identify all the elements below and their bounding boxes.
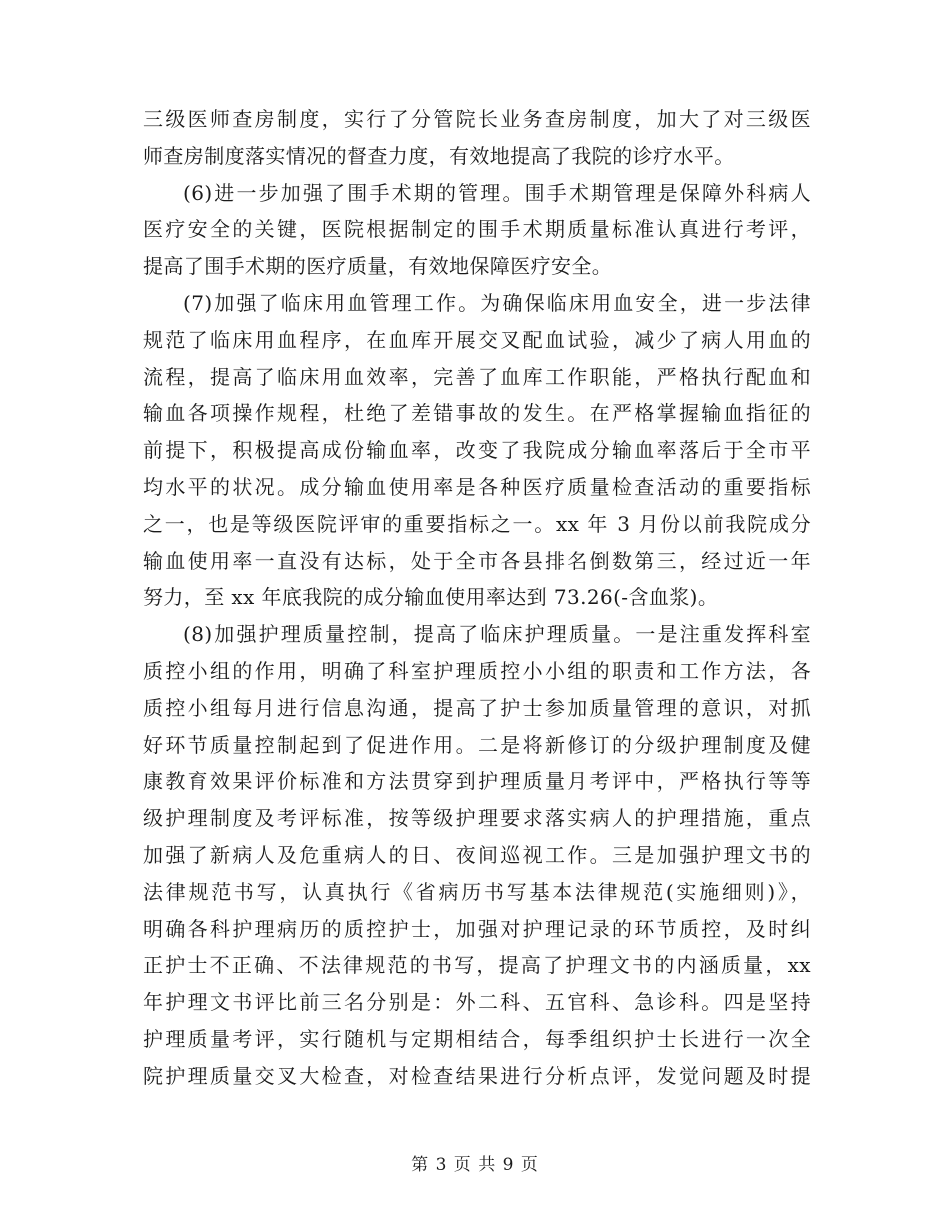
text-line: 前提下，积极提高成份输血率，改变了我院成分输血率落后于全市平 xyxy=(143,438,811,463)
text-line: 法律规范书写，认真执行《省病历书写基本法律规范(实施细则)》， xyxy=(143,879,811,904)
text-line: 流程，提高了临床用血效率，完善了血库工作职能，严格执行配血和 xyxy=(143,364,811,389)
text-line: 康教育效果评价标准和方法贯穿到护理质量月考评中，严格执行等等 xyxy=(143,769,811,794)
text-line: 好环节质量控制起到了促进作用。二是将新修订的分级护理制度及健 xyxy=(143,732,811,757)
paragraph-start-line: (7)加强了临床用血管理工作。为确保临床用血安全，进一步法律 xyxy=(183,290,811,315)
page-number-footer: 第 3 页 共 9 页 xyxy=(411,1155,539,1175)
text-line: 提高了围手术期的医疗质量，有效地保障医疗安全。 xyxy=(143,254,613,279)
text-line: 加强了新病人及危重病人的日、夜间巡视工作。三是加强护理文书的 xyxy=(143,842,811,867)
paragraph-start-line: (6)进一步加强了围手术期的管理。围手术期管理是保障外科病人 xyxy=(183,180,811,205)
paragraph-start-line: (8)加强护理质量控制，提高了临床护理质量。一是注重发挥科室 xyxy=(183,622,811,647)
text-line: 院护理质量交叉大检查，对检查结果进行分析点评，发觉问题及时提 xyxy=(143,1063,811,1088)
text-line: 师查房制度落实情况的督查力度，有效地提高了我院的诊疗水平。 xyxy=(143,143,735,168)
text-line: 三级医师查房制度，实行了分管院长业务查房制度，加大了对三级医 xyxy=(143,107,811,131)
text-line: 输血各项操作规程，杜绝了差错事故的发生。在严格掌握输血指征的 xyxy=(143,401,811,426)
text-line: 规范了临床用血程序，在血库开展交叉配血试验，减少了病人用血的 xyxy=(143,327,811,352)
text-line: 正护士不正确、不法律规范的书写，提高了护理文书的内涵质量，xx xyxy=(143,953,811,978)
text-line: 努力，至 xx 年底我院的成分输血使用率达到 73.26(-含血浆)。 xyxy=(143,585,719,610)
text-line: 级护理制度及考评标准，按等级护理要求落实病人的护理措施，重点 xyxy=(143,806,811,831)
text-line: 质控小组每月进行信息沟通，提高了护士参加质量管理的意识，对抓 xyxy=(143,695,811,720)
text-line: 护理质量考评，实行随机与定期相结合，每季组织护士长进行一次全 xyxy=(143,1026,811,1051)
text-line: 质控小组的作用，明确了科室护理质控小小组的职责和工作方法，各 xyxy=(143,658,811,683)
text-line: 年护理文书评比前三名分别是：外二科、五官科、急诊科。四是坚持 xyxy=(143,990,811,1015)
text-line: 均水平的状况。成分输血使用率是各种医疗质量检查活动的重要指标 xyxy=(143,474,811,499)
text-line: 输血使用率一直没有达标，处于全市各县排名倒数第三，经过近一年 xyxy=(143,548,811,573)
text-line: 医疗安全的关键，医院根据制定的围手术期质量标准认真进行考评， xyxy=(143,217,811,242)
text-line: 之一，也是等级医院评审的重要指标之一。xx 年 3 月份以前我院成分 xyxy=(143,511,811,536)
text-line: 明确各科护理病历的质控护士，加强对护理记录的环节质控，及时纠 xyxy=(143,916,811,941)
document-body xyxy=(143,101,811,1095)
